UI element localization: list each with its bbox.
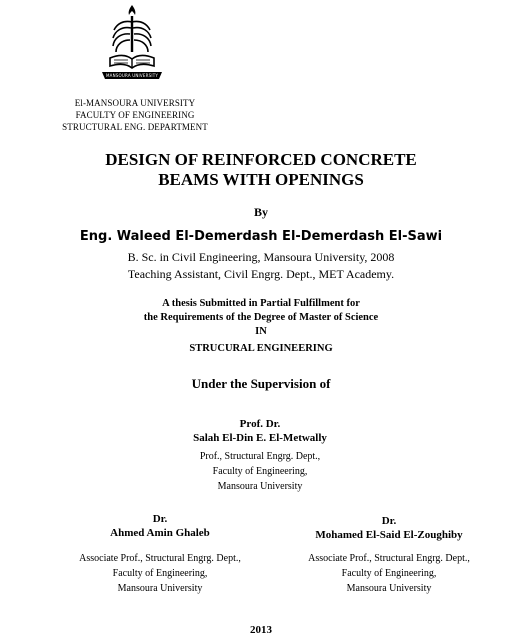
university-header [40,97,230,133]
thesis-statement-line: A thesis Submitted in Partial Fulfillment for [162,298,360,309]
supervisor-affiliation: Associate Prof., Structural Engrg. Dept., [79,553,241,564]
supervisor-name: Salah El-Din E. El-Metwally [193,432,327,444]
by-label: By [253,205,268,219]
thesis-statement-line: STRUCURAL ENGINEERING [189,343,333,354]
supervisor-title: Dr. [152,513,168,525]
supervision-heading: Under the Supervision of [191,376,331,391]
supervisor-affiliation: Faculty of Engineering, [341,568,437,579]
thesis-statement-line: IN [255,326,267,337]
author-position: Teaching Assistant, Civil Engrg. Dept., MET Academy. [127,267,395,281]
supervisor-main [160,417,360,494]
thesis-year: 2013 [250,624,272,636]
faculty-name: FACULTY OF ENGINEERING [75,110,195,120]
supervisor-affiliation: Faculty of Engineering, [212,466,308,477]
seal-caption: MANSOURA UNIVERSITY [106,73,158,78]
author-degree: B. Sc. in Civil Engineering, Mansoura University, 2008 [127,250,395,264]
supervisor-affiliation: Mansoura University [346,583,432,594]
supervisor-right [280,514,498,596]
department-name: STRUCTURAL ENG. DEPARTMENT [62,122,208,132]
thesis-title-line: BEAMS WITH OPENINGS [158,170,364,189]
supervisor-affiliation: Prof., Structural Engrg. Dept., [199,451,321,462]
supervisor-affiliation: Mansoura University [217,481,303,492]
university-seal-icon [96,2,168,92]
thesis-statement-line: the Requirements of the Degree of Master of Science [143,312,379,323]
author-name: Eng. Waleed El-Demerdash El-Demerdash El-Sawi [79,229,443,244]
thesis-title-line: DESIGN OF REINFORCED CONCRETE [105,150,417,169]
university-name: El-MANSOURA UNIVERSITY [74,98,196,108]
thesis-title [0,150,522,190]
supervisor-name: Mohamed El-Said El-Zoughiby [315,529,463,541]
supervisor-name: Ahmed Amin Ghaleb [110,527,210,539]
supervisor-affiliation: Associate Prof., Structural Engrg. Dept., [308,553,470,564]
thesis-statement [0,297,522,356]
supervisor-affiliation: Faculty of Engineering, [112,568,208,579]
supervisor-title: Prof. Dr. [239,418,281,430]
supervisor-affiliation: Mansoura University [117,583,203,594]
supervisor-left [55,512,265,596]
supervisor-title: Dr. [381,515,397,527]
